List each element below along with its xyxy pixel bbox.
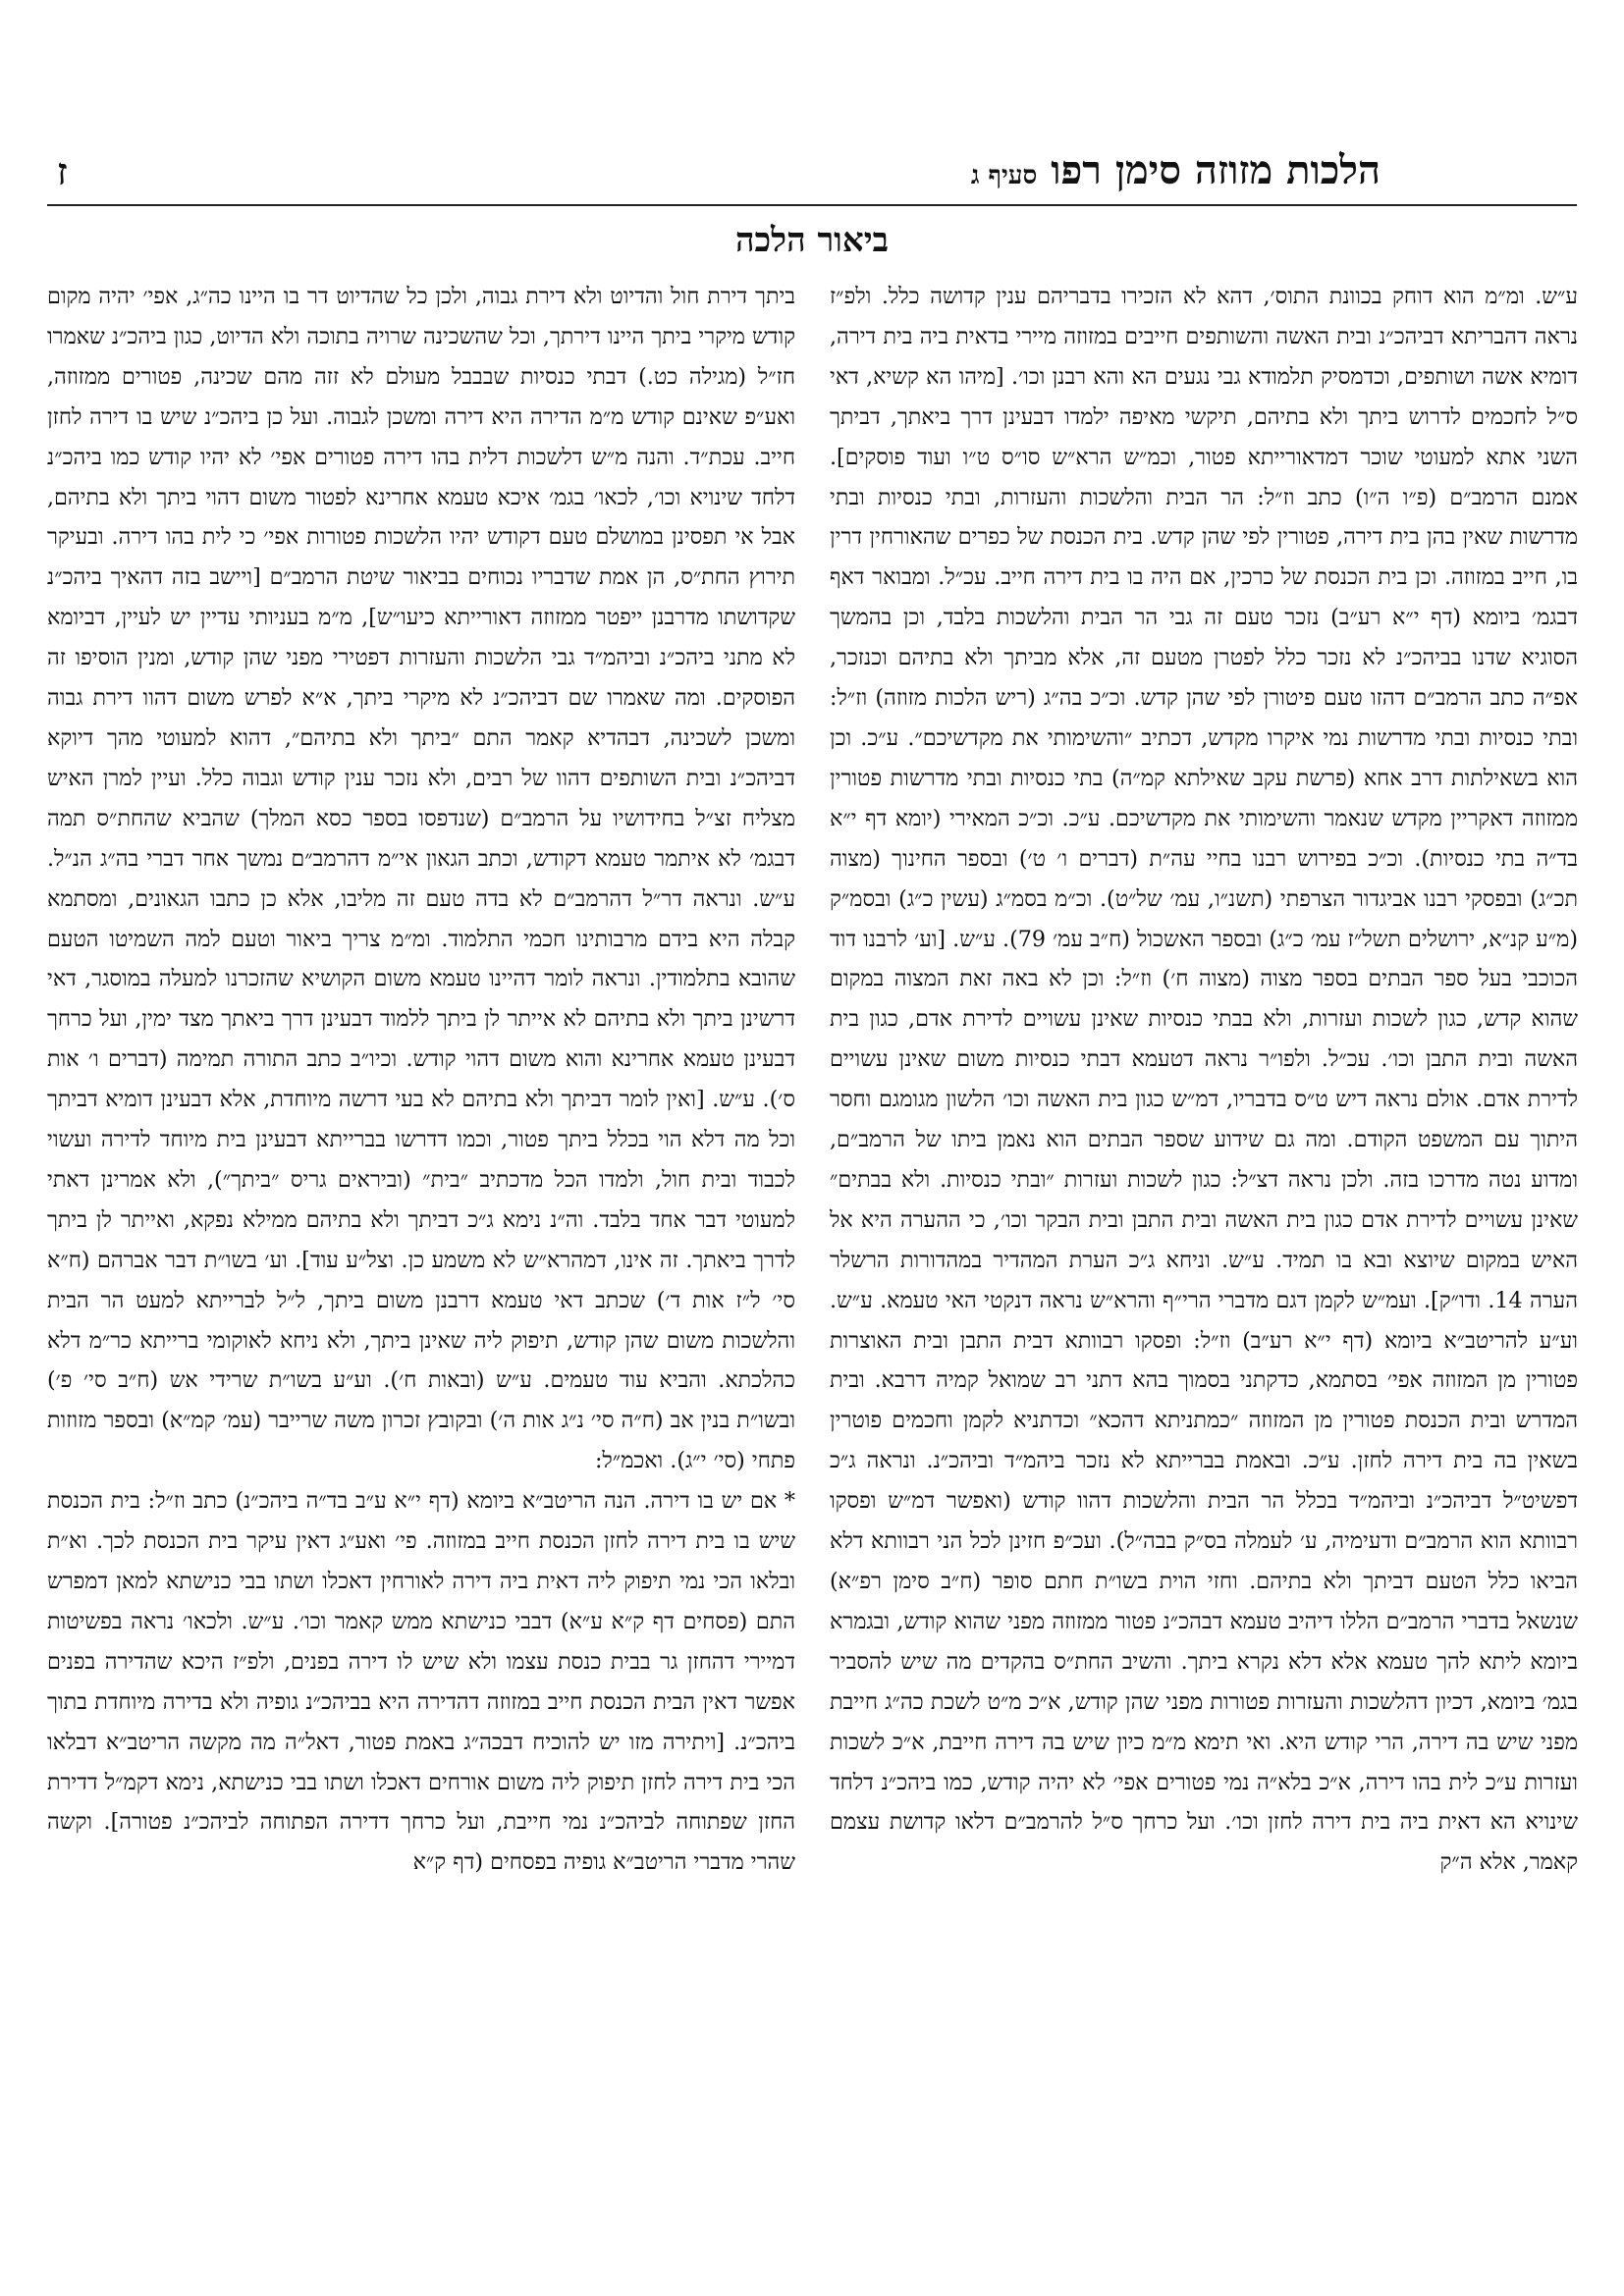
running-title	[971, 147, 1380, 193]
right-paragraph: ע״ש. ומ״מ הוא דוחק בכוונת התוס׳, דהא לא הזכירו בדבריהם ענין קדושה כלל. ולפ״ז נראה דהבריתא דביהכ״נ ובית האשה והשותפים חייבים במזוזה מיירי בדאית ביה בית דירה, דומיא אשה ושותפים, וכדמסיק תלמודא גבי נגעים הא והא רבנן וכו׳. [מיהו הא קשיא, דאי ס״ל לחכמים לדרוש ביתך ולא בתיהם, תיקשי מאיפה ילמדו דבעינן דרך ביאתך, דביתך השני אתא למעוטי שוכר דמדאורייתא פטור, וכמ״ש הרא״ש סו״ס ט״ו ועוד פוסקים]. אמנם הרמב״ם (פ״ו ה״ו) כתב וז״ל: הר הבית והלשכות והעזרות, ובתי כנסיות ובתי מדרשות שאין בהן בית דירה, פטורין לפי שהן קדש. בית הכנסת של כפרים שהאורחין דרין בו, חייב במזוזה. וכן בית הכנסת של כרכין, אם היה בו בית דירה חייב. עכ״ל. ומבואר דאף דבגמ׳ ביומא (דף י״א רע״ב) נזכר טעם זה גבי הר הבית והלשכות בלבד, וכן בהמשך הסוגיא שדנו בביהכ״נ לא נזכר כלל לפטרן מטעם זה, אלא מביתך ולא בתיהם וכנזכר, אפ״ה כתב הרמב״ם דהזו טעם פיטורן לפי שהן קדש. וכ״כ בה״ג (ריש הלכות מזוזה) וז״ל: ובתי כנסיות ובתי מדרשות נמי איקרו מקדש, דכתיב ״והשימותי את מקדשיכם״. ע״כ. וכן הוא בשאילתות דרב אחא (פרשת עקב שאילתא קמ״ה) בתי כנסיות ובתי מדרשות פטורין ממזוזה דאקריין מקדש שנאמר והשימותי את מקדשיכם. ע״כ. וכ״כ המאירי (יומא דף י״א בד״ה בתי כנסיות). וכ״כ בפירוש רבנו בחיי עה״ת (דברים ו׳ ט׳) ובספר החינוך (מצוה תכ״ג) ובפסקי רבנו אביגדור הצרפתי (תשנ״ו, עמ׳ של״ט). וכ״מ בסמ״ג (עשין כ״ג) ובסמ״ק (מ״ע קנ״א, ירושלים תשל״ז עמ׳ כ״ג) ובספר האשכול (ח״ב עמ׳ 79). ע״ש. [וע׳ לרבנו דוד הכוכבי בעל ספר הבתים בספר מצוה (מצוה ח׳) וז״ל: וכן לא באה זאת המצוה במקום שהוא קדש, כגון לשכות ועזרות, ולא בבתי כנסיות שאינן עשויים לדירת אדם, כגון בית האשה ובית התבן וכו׳. עכ״ל. ולפו״ר נראה דטעמא דבתי כנסיות משום שאינן עשויים לדירת אדם. אולם נראה דיש ט״ס בדבריו, דמ״ש כגון בית האשה וכו׳ הלשון מגומגם וחסר היתוך עם המשפט הקודם. ומה גם שידוע שספר הבתים הוא נאמן ביתו של הרמב״ם, ומדוע נטה מדרכו בזה. ולכן נראה דצ״ל: כגון לשכות ועזרות ״ובתי כנסיות. ולא בבתים״ שאינן עשויים לדירת אדם כגון בית האשה ובית התבן ובית הבקר וכו׳, כי ההערה היא אל האיש במקום שיוצא ובא בו תמיד. ע״ש. וניחא ג״כ הערת המהדיר במהדורות הרשלר הערה 14. ודו״ק]. ועמ״ש לקמן דגם מדברי הרי״ף והרא״ש נראה דנקטי האי טעמא. ע״ש. וע״ע להריטב״א ביומא (דף י״א רע״ב) וז״ל: ופסקו רבוותא דבית התבן ובית האוצרות פטורין מן המזוזה אפי׳ בסתמא, כדקתני בסמוך בהא דתני רב שמואל קמיה דרבא. ובית המדרש ובית הכנסת פטורין מן המזוזה ״כמתניתא דהכא״ וכדתניא לקמן וחכמים פוטרין בשאין בה בית דירה לחזן. ע״כ. ובאמת בברייתא לא נזכר ביהמ״ד וביהכ״נ. ונראה ג״כ דפשיט״ל דביהכ״נ וביהמ״ד בכלל הר הבית והלשכות דהוו קודש (ואפשר דמ״ש ופסקו רבוותא הוא הרמב״ם ודעימיה, ע׳ לעמלה בס״ק בבה״ל). ועכ״פ חזינן לכל הני רבוותא דלא הביאו כלל הטעם דביתך ולא בתיהם. וחזי הוית בשו״ת חתם סופר (ח״ב סימן רפ״א) שנשאל בדברי הרמב״ם הללו דיהיב טעמא דבהכ״נ פטור ממזוזה מפני שהוא קודש, ובגמרא ביומא ליתא להך טעמא אלא דלא נקרא ביתך. והשיב החת״ס בהקדים מה שיש להסביר בגמ׳ ביומא, דכיון דהלשכות והעזרות פטורות מפני שהן קודש, א״כ מ״ט לשכת כה״ג חייבת מפני שיש בה דירה, הרי קודש היא. ואי תימא מ״מ כיון שיש בה דירה חייבת, א״כ לשכות ועזרות ע״כ לית בהו דירה, א״כ בלא״ה נמי פטורים אפי׳ לא יהיה קודש, כמו ביהכ״נ דלחד שינויא הא דאית ביה בית דירה לחזן וכו׳. ועל כרחך ס״ל להרמב״ם דלאו קדושת עצמם קאמר, אלא ה״ק	[830, 284, 1578, 1876]
left-paragraph: ביתך דירת חול והדיוט ולא דירת גבוה, ולכן כל שהדיוט דר בו היינו כה״ג, אפי׳ יהיה מקום קודש מיקרי ביתך היינו דירתך, וכל שהשכינה שרויה בתוכה ולא הדיוט, כגון ביהכ״נ שאמרו חז״ל (מגילה כט.) דבתי כנסיות שבבבל מעולם לא זזה מהם שכינה, פטורים ממזוזה, ואע״פ שאינם קודש מ״מ הדירה היא דירה ומשכן לגבוה. ועל כן ביהכ״נ שיש בו דירה לחזן חייב. עכת״ד. והנה מ״ש דלשכות דלית בהו דירה פטורים אפי׳ לא יהיו קודש כמו ביהכ״נ דלחד שינויא וכו׳, לכאו׳ בגמ׳ איכא טעמא אחרינא לפטור משום דהוי ביתך ולא בתיהם, אבל אי תפסינן במושלם טעם דקודש יהיו הלשכות פטורות אפי׳ כי לית בהו דירה. ובעיקר תירוץ החת״ס, הן אמת שדבריו נכוחים בביאור שיטת הרמב״ם [ויישב בזה דהאיך ביהכ״נ שקדושתו מדרבנן ייפטר ממזוזה דאורייתא כיעו״ש], מ״מ בעניותי עדיין יש לעיין, דביומא לא מתני ביהכ״נ וביהמ״ד גבי הלשכות והעזרות דפטירי מפני שהן קודש, ומנין הוסיפו זה הפוסקים. ומה שאמרו שם דביהכ״נ לא מיקרי ביתך, א״א לפרש משום דהוו דירת גבוה ומשכן לשכינה, דבהדיא קאמר התם ״ביתך ולא בתיהם״, דהוא למעוטי מהך דיוקא דביהכ״נ ובית השותפים דהוו של רבים, ולא נזכר ענין קודש וגבוה כלל. ועיין למרן האיש מצליח זצ״ל בחידושיו על הרמב״ם (שנדפסו בספר כסא המלך) שהביא שהחת״ס תמה דבגמ׳ לא איתמר טעמא דקודש, וכתב הגאון אי״מ דהרמב״ם נמשך אחר דברי בה״ג הנ״ל. ע״ש. ונראה דר״ל דהרמב״ם לא בדה טעם זה מליבו, אלא כן כתבו הגאונים, ומסתמא קבלה היא בידם מרבותינו חכמי התלמוד. ומ״מ צריך ביאור וטעם למה השמיטו הטעם שהובא בתלמודין. ונראה לומר דהיינו טעמא משום הקושיא שהזכרנו למעלה במוסגר, דאי דרשינן ביתך ולא בתיהם לא אייתר לן ביתך ללמוד דבעינן דרך ביאתך מצד ימין, ועל כרחך דבעינן טעמא אחרינא והוא משום דהוי קודש. וכיו״ב כתב התורה תמימה (דברים ו׳ אות ס׳). ע״ש. [ואין לומר דביתך ולא בתיהם לא בעי דרשה מיוחדת, אלא דבעינן דומיא דביתך וכל מה דלא הוי בכלל ביתך פטור, וכמו דדרשו בברייתא דבעינן בית מיוחד לדירה ועשוי לכבוד ובית חול, ולמדו הכל מדכתיב ״בית״ (וביראים גריס ״ביתך״), ולא אמרינן דאתי למעוטי דבר אחד בלבד. וה״נ נימא ג״כ דביתך ולא בתיהם ממילא נפקא, ואייתר לן ביתך לדרך ביאתך. זה אינו, דמהרא״ש לא משמע כן. וצל״ע עוד]. וע׳ בשו״ת דבר אברהם (ח״א סי׳ ל״ז אות ד׳) שכתב דאי טעמא דרבנן משום ביתך, ל״ל לברייתא למעט הר הבית והלשכות משום שהן קודש, תיפוק ליה שאינן ביתך, ולא ניחא לאוקומי ברייתא כר״מ דלא כהלכתא. והביא עוד טעמים. ע״ש (ובאות ח׳). וע״ע בשו״ת שרידי אש (ח״ב סי׳ פ׳) ובשו״ת בנין אב (ח״ה סי׳ נ״ג אות ה׳) ובקובץ זכרון משה שרייבר (עמ׳ קמ״א) ובספר מזוזות פתחי (סי׳ י״ג). ואכמ״ל:	[47, 284, 795, 1474]
right-column	[830, 277, 1578, 1883]
page-number: ז	[57, 149, 68, 193]
left-paragraph-2: * אם יש בו דירה. הנה הריטב״א ביומא (דף י״א ע״ב בד״ה ביהכ״נ) כתב וז״ל: בית הכנסת שיש בו בית דירה לחזן הכנסת חייב במזוזה. פי׳ ואע״ג דאין עיקר בית הכנסת לכך. וא״ת ובלאו הכי נמי תיפוק ליה דאית ביה דירה לאורחין דאכלו ושתו בבי כנישתא למאן דמפרש התם (פסחים דף ק״א ע״א) דבבי כנישתא ממש קאמר וכו׳. ע״ש. ולכאו׳ נראה בפשיטות דמיירי דהחזן גר בבית כנסת עצמו ולא שיש לו דירה בפנים, ולפ״ז היכא שהדירה בפנים אפשר דאין הבית הכנסת חייב במזוזה דהדירה היא בביהכ״נ גופיה ולא בדירה מיוחדת בתוך ביהכ״נ. [ויתירה מזו יש להוכיח דבכה״ג באמת פטור, דאל״ה מה מקשה הריטב״א דבלאו הכי בית דירה לחזן תיפוק ליה משום אורחים דאכלו ושתו בבי כנישתא, נימא דקמ״ל דדירת החזן שפתוחה לביהכ״נ נמי חייבת, ועל כרחך דדירה הפתוחה לביהכ״נ פטורה]. וקשה שהרי מדברי הריטב״א גופיה בפסחים (דף ק״א	[47, 1488, 795, 1876]
section-title: ביאור הלכה	[734, 221, 889, 260]
left-column	[47, 277, 795, 1883]
running-header	[47, 147, 1577, 192]
header-seif-text: סעיף ג	[970, 161, 1038, 190]
header-rule	[47, 204, 1577, 206]
header-title-text: הלכות מזוזה סימן רפו	[1051, 147, 1380, 193]
